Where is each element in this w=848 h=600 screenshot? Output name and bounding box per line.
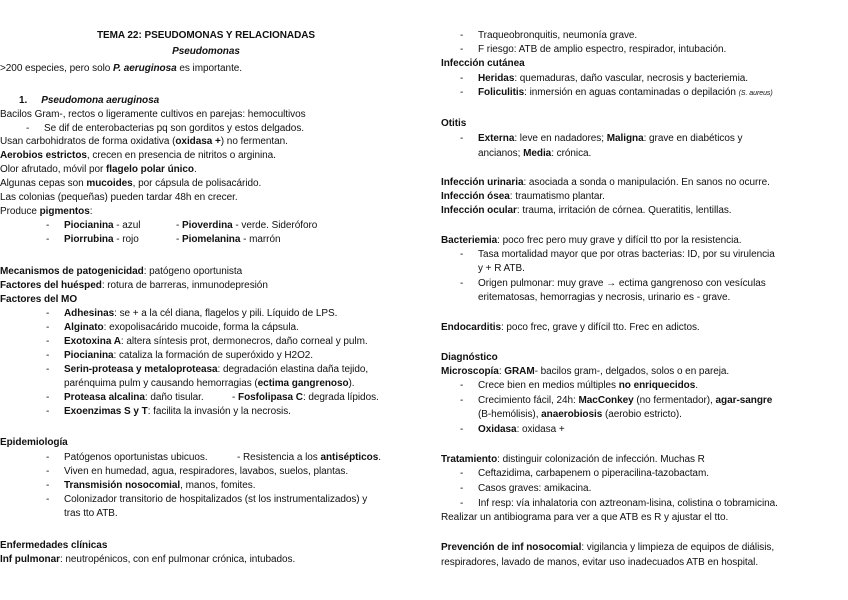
section-heading: Infección cutánea — [441, 58, 525, 69]
bullet-line: - Crecimiento fácil, 24h: MacConkey (no fermentador), agar-sangre — [460, 395, 773, 406]
text-line: Factores del huésped: rotura de barreras, inmunodepresión — [0, 280, 268, 291]
text-line: Mecanismos de patogenicidad: patógeno oportunista — [0, 266, 243, 277]
bullet-line: - Heridas: quemaduras, daño vascular, necrosis y bacteriemia. — [460, 73, 748, 84]
bullet-line: - Colonizador transitorio de hospitalizados (st los instrumentalizados) y — [46, 494, 368, 505]
bullet-line: - Se dif de enterobacterias pq son gorditos y estos delgados. — [26, 123, 304, 134]
bullet-line: - Ceftazidima, carbapenem o piperacilina-tazobactam. — [460, 468, 709, 479]
bullet-line: - Crece bien en medios múltiples no enriquecidos. — [460, 380, 698, 391]
section-heading: Epidemiología — [0, 437, 68, 448]
bullet-line: - Foliculitis: inmersión en aguas contaminadas o depilación (S. aureus) — [460, 87, 773, 98]
bullet-line: - Exoenzimas S y T: facilita la invasión y la necrosis. — [46, 406, 291, 417]
section-heading: Enfermedades clínicas — [0, 540, 108, 551]
bullet-line: - Transmisión nosocomial, manos, fomites. — [46, 480, 256, 491]
intro-line: >200 especies, pero solo P. aeruginosa es importante. — [0, 63, 243, 74]
bullet-line: - Inf resp: vía inhalatoria con aztreonam-lisina, colistina o tobramicina. — [460, 498, 778, 509]
bullet-line-cont: ancianos; Media: crónica. — [478, 148, 592, 159]
section-heading: Diagnóstico — [441, 352, 498, 363]
text-line: Usan carbohidratos de forma oxidativa (oxidasa +) no fermentan. — [0, 136, 288, 147]
bullet-line: - Casos graves: amikacina. — [460, 483, 592, 494]
text-line: Bacilos Gram-, rectos o ligeramente cultivos en parejas: hemocultivos — [0, 109, 306, 120]
bullet-line: - Patógenos oportunistas ubicuos. — [46, 452, 208, 463]
text-line: Infección ocular: trauma, irritación de córnea. Queratitis, lentillas. — [441, 205, 732, 216]
pigment-line: - Pioverdina - verde. Sideróforo — [176, 220, 318, 231]
bullet-line: - Oxidasa: oxidasa + — [460, 424, 565, 435]
bullet-line-cont: parénquima pulm y causando hemorragias (ectima gangrenoso). — [64, 378, 355, 389]
bullet-line-cont: eritematosas, hemorragias y necrosis, urinario es - grave. — [478, 292, 731, 303]
text-line: Microscopía: GRAM- bacilos gram-, delgados, solos o en pareja. — [441, 366, 730, 377]
text-line: Factores del MO — [0, 294, 78, 305]
bullet-line: - Traqueobronquitis, neumonía grave. — [460, 30, 638, 41]
section-heading: Otitis — [441, 118, 467, 129]
bullet-line: - Fosfolipasa C: degrada lípidos. — [232, 392, 379, 403]
pigment-line: - Piomelanina - marrón — [176, 234, 281, 245]
text-line: Algunas cepas son mucoides, por cápsula de polisacárido. — [0, 178, 262, 189]
text-line: Las colonias (pequeñas) pueden tardar 48h en crecer. — [0, 192, 238, 203]
bullet-line: - Externa: leve en nadadores; Maligna: grave en diabéticos y — [460, 133, 743, 144]
text-line: Infección urinaria: asociada a sonda o manipulación. En sanos no ocurre. — [441, 177, 770, 188]
text-line: Aerobios estrictos, crecen en presencia de nitritos o arginina. — [0, 150, 276, 161]
text-line: Olor afrutado, móvil por flagelo polar único. — [0, 164, 197, 175]
bullet-line: - Serin-proteasa y metaloproteasa: degradación elastina daña tejido, — [46, 364, 369, 375]
bullet-line: - Piocianina: cataliza la formación de superóxido y H2O2. — [46, 350, 314, 361]
pigment-line: - Piocianina - azul — [46, 220, 141, 231]
bullet-line-cont: y + R ATB. — [478, 263, 525, 274]
bullet-line: - Resistencia a los antisépticos. — [237, 452, 381, 463]
page-title: TEMA 22: PSEUDOMONAS Y RELACIONADAS — [96, 30, 316, 41]
subtitle: Pseudomonas — [172, 46, 240, 57]
text-line: Endocarditis: poco frec, grave y difícil tto. Frec en adictos. — [441, 322, 700, 333]
bullet-line: - Tasa mortalidad mayor que por otras bacterias: ID, por su virulencia — [460, 249, 775, 260]
text-line: Inf pulmonar: neutropénicos, con enf pulmonar crónica, intubados. — [0, 554, 296, 565]
pigment-line: - Piorrubina - rojo — [46, 234, 139, 245]
text-line: Realizar un antibiograma para ver a que ATB es R y ajustar el tto. — [441, 512, 729, 523]
bullet-line-cont: (B-hemólisis), anaerobiosis (aerobio estricto). — [478, 409, 682, 420]
bullet-line: - Origen pulmonar: muy grave → ectima gangrenoso con vesículas — [460, 278, 766, 289]
text-line: Tratamiento: distinguir colonización de infección. Muchas R — [441, 454, 705, 465]
section-heading: 1. Pseudomona aeruginosa — [19, 95, 160, 106]
bullet-line: - Adhesinas: se + a la cél diana, flagelos y pili. Líquido de LPS. — [46, 308, 338, 319]
text-line: respiradores, lavado de manos, evitar uso inadecuados ATB en hospital. — [441, 557, 759, 568]
bullet-line: - Proteasa alcalina: daño tisular. — [46, 392, 204, 403]
bullet-line-cont: tras tto ATB. — [64, 508, 118, 519]
text-line: Prevención de inf nosocomial: vigilancia y limpieza de equipos de diálisis, — [441, 542, 775, 553]
text-line: Bacteriemia: poco frec pero muy grave y difícil tto por la resistencia. — [441, 235, 742, 246]
text-line: Infección ósea: traumatismo plantar. — [441, 191, 605, 202]
bullet-line: - Exotoxina A: altera síntesis prot, dermonecros, daño corneal y pulm. — [46, 336, 368, 347]
bullet-line: - Alginato: exopolisacárido mucoide, forma la cápsula. — [46, 322, 299, 333]
text-line: Produce pigmentos: — [0, 206, 93, 217]
bullet-line: - F riesgo: ATB de amplio espectro, respirador, intubación. — [460, 44, 727, 55]
bullet-line: - Viven en humedad, agua, respiradores, lavabos, suelos, plantas. — [46, 466, 349, 477]
